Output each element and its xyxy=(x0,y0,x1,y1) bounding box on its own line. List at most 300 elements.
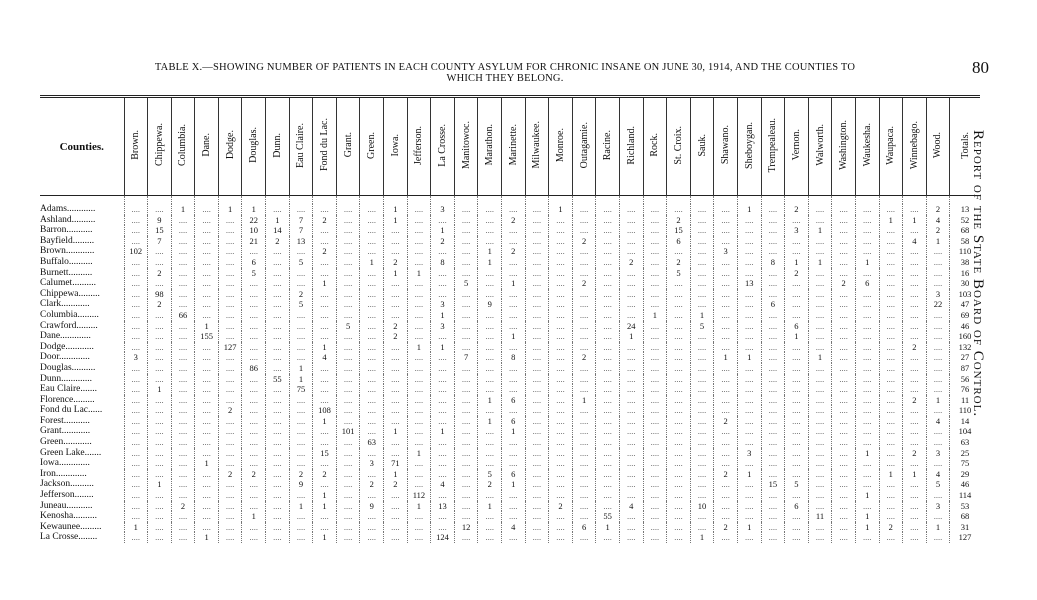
table-cell: .... xyxy=(761,278,785,289)
table-cell: .... xyxy=(903,299,927,310)
table-cell: .... xyxy=(124,395,148,406)
table-cell: .... xyxy=(431,416,455,427)
table-cell: .... xyxy=(360,246,384,257)
table-cell: .... xyxy=(549,532,573,543)
table-cell: .... xyxy=(431,268,455,279)
table-cell: 2 xyxy=(572,352,596,363)
table-cell: .... xyxy=(596,299,620,310)
table-cell: .... xyxy=(572,289,596,300)
table-cell: .... xyxy=(785,437,809,448)
table-cell: .... xyxy=(502,384,526,395)
table-cell: .... xyxy=(195,374,219,385)
table-cell: .... xyxy=(525,225,549,236)
table-cell: .... xyxy=(643,246,667,257)
table-cell: .... xyxy=(454,299,478,310)
table-cell: .... xyxy=(879,352,903,363)
table-cell: .... xyxy=(619,278,643,289)
row-total: 63 xyxy=(950,437,980,448)
table-cell: .... xyxy=(242,352,266,363)
table-cell: 1 xyxy=(360,257,384,268)
table-cell: .... xyxy=(502,458,526,469)
table-cell: 1 xyxy=(478,246,502,257)
table-cell: .... xyxy=(195,511,219,522)
table-cell: .... xyxy=(643,299,667,310)
column-header-label: Totals. xyxy=(959,131,971,159)
table-cell: .... xyxy=(148,352,172,363)
table-cell: .... xyxy=(502,490,526,501)
table-cell: .... xyxy=(313,331,337,342)
table-cell: .... xyxy=(478,342,502,353)
table-cell: .... xyxy=(667,204,691,215)
table-cell: .... xyxy=(643,321,667,332)
table-cell: 9 xyxy=(148,215,172,226)
table-cell: 6 xyxy=(502,395,526,406)
table-cell: .... xyxy=(619,236,643,247)
table-cell: .... xyxy=(855,437,879,448)
table-cell: .... xyxy=(785,352,809,363)
table-cell: .... xyxy=(195,522,219,533)
table-cell: .... xyxy=(903,522,927,533)
table-cell: .... xyxy=(549,522,573,533)
table-cell: 2 xyxy=(903,395,927,406)
table-cell: .... xyxy=(785,405,809,416)
table-cell: .... xyxy=(596,215,620,226)
table-cell: .... xyxy=(643,479,667,490)
table-cell: .... xyxy=(124,490,148,501)
table-cell: .... xyxy=(926,363,950,374)
column-header-label: Shawano. xyxy=(720,125,732,165)
table-cell: .... xyxy=(218,278,242,289)
table-cell: .... xyxy=(502,299,526,310)
table-cell: .... xyxy=(619,363,643,374)
table-cell: .... xyxy=(384,448,408,459)
table-cell: .... xyxy=(643,268,667,279)
table-cell: .... xyxy=(171,426,195,437)
row-total: 13 xyxy=(950,204,980,215)
table-cell: .... xyxy=(737,268,761,279)
table-cell: .... xyxy=(761,448,785,459)
table-cell: .... xyxy=(195,501,219,512)
table-cell: .... xyxy=(266,204,290,215)
table-cell: .... xyxy=(407,458,431,469)
table-cell: .... xyxy=(549,469,573,480)
table-cell: .... xyxy=(266,342,290,353)
table-cell: .... xyxy=(808,416,832,427)
table-cell: 4 xyxy=(313,352,337,363)
table-cell: .... xyxy=(714,501,738,512)
table-cell: .... xyxy=(407,204,431,215)
county-name: Green Lake....... xyxy=(40,447,102,458)
table-cell: .... xyxy=(124,448,148,459)
table-cell: .... xyxy=(667,469,691,480)
table-cell: .... xyxy=(808,246,832,257)
table-cell: .... xyxy=(549,246,573,257)
table-cell: .... xyxy=(619,310,643,321)
table-cell: .... xyxy=(384,501,408,512)
table-cell: .... xyxy=(903,490,927,501)
table-cell: .... xyxy=(808,448,832,459)
table-cell: .... xyxy=(266,479,290,490)
column-header-label: St. Croix. xyxy=(672,125,684,165)
table-cell: .... xyxy=(313,225,337,236)
table-cell: .... xyxy=(266,257,290,268)
table-cell: 6 xyxy=(242,257,266,268)
table-cell: .... xyxy=(643,225,667,236)
table-cell: .... xyxy=(667,363,691,374)
table-cell: .... xyxy=(195,448,219,459)
table-cell: 2 xyxy=(903,342,927,353)
table-cell: .... xyxy=(761,522,785,533)
table-cell: .... xyxy=(667,342,691,353)
table-cell: .... xyxy=(761,204,785,215)
table-cell: 1 xyxy=(808,225,832,236)
table-cell: 9 xyxy=(478,299,502,310)
column-header-label: Dunn. xyxy=(271,132,283,158)
table-cell: .... xyxy=(785,416,809,427)
table-cell: .... xyxy=(407,522,431,533)
table-cell: 12 xyxy=(454,522,478,533)
table-cell: 2 xyxy=(549,501,573,512)
table-cell: .... xyxy=(407,363,431,374)
table-cell: .... xyxy=(549,479,573,490)
table-cell: .... xyxy=(148,416,172,427)
table-cell: .... xyxy=(360,416,384,427)
column-header-label: Marathon. xyxy=(484,124,496,166)
table-cell: .... xyxy=(832,352,856,363)
table-cell: .... xyxy=(737,289,761,300)
table-cell: .... xyxy=(572,321,596,332)
table-cell: .... xyxy=(384,352,408,363)
table-cell: .... xyxy=(667,299,691,310)
table-cell: .... xyxy=(714,448,738,459)
table-cell: .... xyxy=(454,501,478,512)
table-cell: .... xyxy=(737,405,761,416)
table-cell: .... xyxy=(643,426,667,437)
table-cell: .... xyxy=(266,448,290,459)
table-cell: .... xyxy=(761,321,785,332)
table-cell: .... xyxy=(502,257,526,268)
table-row xyxy=(40,469,980,480)
table-cell: .... xyxy=(572,246,596,257)
table-cell: .... xyxy=(171,532,195,543)
table-cell: 9 xyxy=(360,501,384,512)
county-name: Jackson.......... xyxy=(40,479,94,490)
table-cell: .... xyxy=(525,310,549,321)
table-cell: .... xyxy=(525,331,549,342)
table-cell: .... xyxy=(148,469,172,480)
table-cell: .... xyxy=(195,246,219,257)
table-cell: .... xyxy=(360,342,384,353)
table-title xyxy=(40,62,970,84)
column-header-label: Sauk. xyxy=(696,133,708,157)
table-cell: .... xyxy=(596,479,620,490)
county-name: La Crosse........ xyxy=(40,532,98,543)
table-cell: .... xyxy=(643,215,667,226)
table-cell: .... xyxy=(266,501,290,512)
table-cell: .... xyxy=(148,363,172,374)
table-cell: 1 xyxy=(195,458,219,469)
table-cell: .... xyxy=(525,405,549,416)
table-cell: .... xyxy=(761,374,785,385)
table-cell: .... xyxy=(407,257,431,268)
table-cell: .... xyxy=(879,268,903,279)
table-row xyxy=(40,405,980,416)
table-cell: .... xyxy=(431,246,455,257)
table-cell: .... xyxy=(525,458,549,469)
table-cell: .... xyxy=(714,342,738,353)
column-header xyxy=(171,97,195,196)
table-cell: .... xyxy=(832,458,856,469)
table-cell: .... xyxy=(266,363,290,374)
table-cell: .... xyxy=(785,426,809,437)
table-cell: .... xyxy=(478,384,502,395)
table-cell: .... xyxy=(289,416,313,427)
table-cell: .... xyxy=(737,416,761,427)
table-cell: .... xyxy=(431,215,455,226)
table-cell: 1 xyxy=(926,236,950,247)
table-cell: .... xyxy=(218,511,242,522)
table-cell: .... xyxy=(313,299,337,310)
table-cell: .... xyxy=(761,501,785,512)
table-cell: .... xyxy=(148,458,172,469)
row-total: 58 xyxy=(950,236,980,247)
table-cell: .... xyxy=(714,257,738,268)
table-cell: .... xyxy=(903,458,927,469)
table-cell: 2 xyxy=(218,469,242,480)
table-cell: .... xyxy=(336,490,360,501)
table-cell: .... xyxy=(855,299,879,310)
table-cell: .... xyxy=(572,268,596,279)
table-cell: .... xyxy=(525,416,549,427)
table-cell: 1 xyxy=(313,490,337,501)
table-cell: .... xyxy=(384,405,408,416)
table-header-row xyxy=(40,97,980,196)
table-row xyxy=(40,204,980,215)
table-cell: .... xyxy=(714,479,738,490)
table-cell: .... xyxy=(832,490,856,501)
table-cell: .... xyxy=(549,384,573,395)
table-cell: .... xyxy=(761,331,785,342)
table-row xyxy=(40,268,980,279)
table-cell: 7 xyxy=(148,236,172,247)
table-cell: .... xyxy=(218,289,242,300)
table-cell: .... xyxy=(218,352,242,363)
table-cell: .... xyxy=(525,278,549,289)
table-cell: .... xyxy=(785,374,809,385)
table-cell: .... xyxy=(572,479,596,490)
table-cell: .... xyxy=(124,321,148,332)
table-cell: 1 xyxy=(549,204,573,215)
table-cell: .... xyxy=(171,374,195,385)
table-cell: .... xyxy=(926,310,950,321)
table-cell: .... xyxy=(643,532,667,543)
table-cell: .... xyxy=(266,490,290,501)
table-cell: .... xyxy=(289,532,313,543)
table-cell: 4 xyxy=(926,416,950,427)
table-row xyxy=(40,416,980,427)
table-cell: .... xyxy=(667,352,691,363)
row-total: 132 xyxy=(950,342,980,353)
table-cell: .... xyxy=(336,395,360,406)
table-cell: .... xyxy=(643,416,667,427)
table-cell: .... xyxy=(690,289,714,300)
table-cell: .... xyxy=(690,278,714,289)
table-cell: .... xyxy=(879,321,903,332)
table-cell: 1 xyxy=(124,522,148,533)
table-cell: .... xyxy=(525,395,549,406)
table-cell: 2 xyxy=(926,225,950,236)
table-cell: .... xyxy=(195,437,219,448)
table-cell: .... xyxy=(195,268,219,279)
table-cell: .... xyxy=(879,363,903,374)
table-cell: .... xyxy=(502,532,526,543)
table-cell: .... xyxy=(785,532,809,543)
table-cell: .... xyxy=(289,268,313,279)
column-header-label: Dodge. xyxy=(224,130,236,160)
column-header-label: Manitowoc. xyxy=(460,120,472,170)
table-cell: .... xyxy=(690,426,714,437)
table-cell: .... xyxy=(572,299,596,310)
table-cell: .... xyxy=(195,310,219,321)
table-cell: .... xyxy=(266,268,290,279)
table-cell: 2 xyxy=(148,268,172,279)
table-cell: .... xyxy=(289,352,313,363)
table-cell: .... xyxy=(431,289,455,300)
table-cell: .... xyxy=(643,204,667,215)
table-cell: .... xyxy=(313,257,337,268)
table-cell: .... xyxy=(407,310,431,321)
table-cell: .... xyxy=(454,384,478,395)
table-cell: 2 xyxy=(218,405,242,416)
table-cell: .... xyxy=(737,458,761,469)
table-cell: .... xyxy=(336,458,360,469)
table-cell: .... xyxy=(549,268,573,279)
table-cell: .... xyxy=(832,522,856,533)
table-cell: .... xyxy=(148,310,172,321)
table-cell: .... xyxy=(431,384,455,395)
column-header-label: Monroe. xyxy=(554,127,566,163)
county-name: Dunn............. xyxy=(40,373,92,384)
table-cell: .... xyxy=(171,236,195,247)
table-cell: .... xyxy=(785,511,809,522)
table-cell: .... xyxy=(619,395,643,406)
table-cell: .... xyxy=(148,532,172,543)
table-cell: .... xyxy=(596,268,620,279)
table-cell: .... xyxy=(667,479,691,490)
table-cell: .... xyxy=(148,395,172,406)
table-cell: 2 xyxy=(667,215,691,226)
table-cell: .... xyxy=(667,511,691,522)
table-cell: .... xyxy=(454,246,478,257)
table-cell: .... xyxy=(431,448,455,459)
table-cell: .... xyxy=(384,342,408,353)
table-cell: .... xyxy=(218,458,242,469)
table-cell: 10 xyxy=(242,225,266,236)
table-cell: .... xyxy=(360,426,384,437)
table-cell: 2 xyxy=(266,236,290,247)
table-cell: 5 xyxy=(336,321,360,332)
county-name: Door............. xyxy=(40,352,90,363)
table-cell: .... xyxy=(289,522,313,533)
table-cell: .... xyxy=(336,204,360,215)
table-cell: 112 xyxy=(407,490,431,501)
table-cell: .... xyxy=(926,490,950,501)
table-cell: .... xyxy=(690,331,714,342)
table-cell: .... xyxy=(690,225,714,236)
table-cell: .... xyxy=(737,225,761,236)
table-cell: .... xyxy=(171,352,195,363)
county-name: Dane............. xyxy=(40,331,91,342)
table-cell: 2 xyxy=(360,479,384,490)
table-cell: .... xyxy=(242,458,266,469)
table-cell: 5 xyxy=(289,299,313,310)
table-row xyxy=(40,501,980,512)
table-cell: .... xyxy=(714,458,738,469)
table-cell: .... xyxy=(619,405,643,416)
table-cell: .... xyxy=(643,342,667,353)
table-cell: .... xyxy=(879,299,903,310)
row-total: 53 xyxy=(950,501,980,512)
table-cell: .... xyxy=(454,469,478,480)
table-cell: 13 xyxy=(431,501,455,512)
table-cell: 2 xyxy=(879,522,903,533)
row-total: 110 xyxy=(950,246,980,257)
table-cell: .... xyxy=(643,395,667,406)
table-cell: .... xyxy=(454,490,478,501)
column-header-label: Douglas. xyxy=(248,127,260,163)
table-cell: .... xyxy=(761,469,785,480)
table-cell: .... xyxy=(926,278,950,289)
table-cell: .... xyxy=(384,225,408,236)
table-cell: .... xyxy=(761,405,785,416)
table-cell: .... xyxy=(478,215,502,226)
table-cell: .... xyxy=(266,437,290,448)
table-cell: 2 xyxy=(478,479,502,490)
table-cell: .... xyxy=(502,225,526,236)
table-cell: 1 xyxy=(879,215,903,226)
column-header-label: Columbia. xyxy=(177,124,189,166)
table-cell: .... xyxy=(714,363,738,374)
column-header xyxy=(549,97,573,196)
table-cell: .... xyxy=(148,522,172,533)
table-cell: 1 xyxy=(926,395,950,406)
table-row xyxy=(40,278,980,289)
table-cell: .... xyxy=(336,310,360,321)
table-cell: .... xyxy=(289,342,313,353)
table-cell: .... xyxy=(478,225,502,236)
table-cell: .... xyxy=(431,374,455,385)
table-cell: .... xyxy=(478,321,502,332)
table-cell: .... xyxy=(690,458,714,469)
row-total: 52 xyxy=(950,215,980,226)
table-cell: 6 xyxy=(855,278,879,289)
table-cell: .... xyxy=(761,395,785,406)
table-cell: .... xyxy=(832,437,856,448)
table-cell: .... xyxy=(336,479,360,490)
table-cell: .... xyxy=(336,437,360,448)
column-header xyxy=(855,97,879,196)
table-cell: .... xyxy=(667,405,691,416)
table-cell: 2 xyxy=(502,215,526,226)
table-cell: .... xyxy=(926,405,950,416)
row-total: 160 xyxy=(950,331,980,342)
county-name: Eau Claire....... xyxy=(40,384,97,395)
table-cell: .... xyxy=(454,395,478,406)
table-cell: .... xyxy=(242,310,266,321)
table-cell: .... xyxy=(572,342,596,353)
table-cell: .... xyxy=(454,204,478,215)
table-cell: .... xyxy=(926,342,950,353)
